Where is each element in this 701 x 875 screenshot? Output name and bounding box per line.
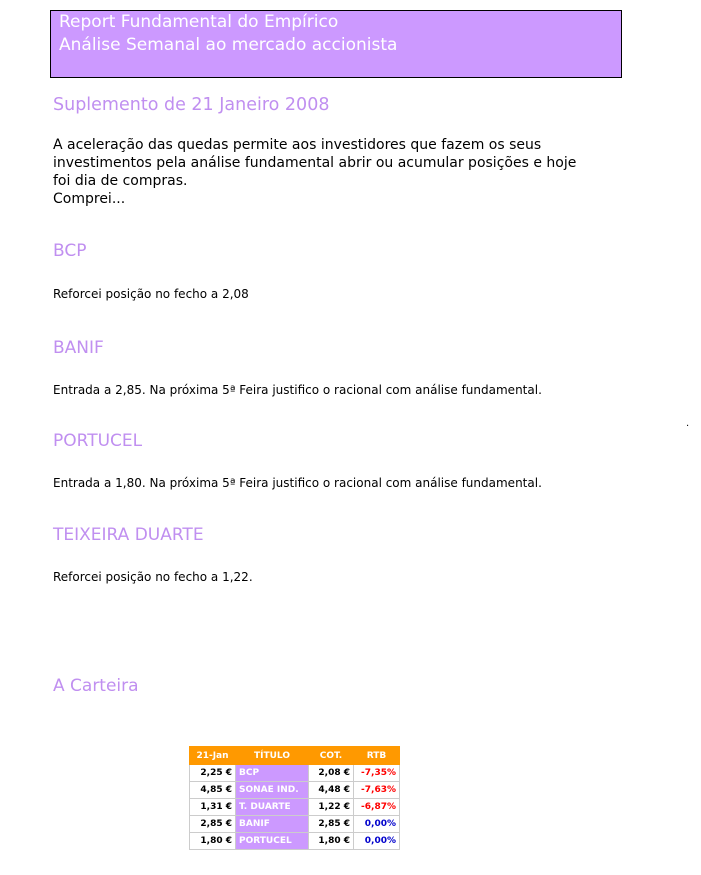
cell-entry-price: 1,80 € (190, 833, 236, 850)
report-title: Report Fundamental do Empírico (59, 12, 339, 32)
cell-current-price: 4,48 € (309, 782, 354, 799)
cell-stock-name: PORTUCEL (236, 833, 309, 850)
cell-entry-price: 2,25 € (190, 765, 236, 782)
stray-dot: . (686, 418, 690, 429)
cell-return: 0,00% (354, 833, 400, 850)
cell-return: -6,87% (354, 799, 400, 816)
cell-current-price: 1,80 € (309, 833, 354, 850)
cell-return: 0,00% (354, 816, 400, 833)
cell-entry-price: 1,31 € (190, 799, 236, 816)
intro-line: foi dia de compras. (53, 173, 188, 189)
intro-line: A aceleração das quedas permite aos investidores que fazem os seus (53, 137, 542, 153)
section-title-bcp: BCP (53, 241, 87, 261)
portfolio-table (189, 746, 400, 850)
table-row (190, 765, 400, 782)
cell-current-price: 2,08 € (309, 765, 354, 782)
cell-entry-price: 2,85 € (190, 816, 236, 833)
header-title: TÍTULO (236, 747, 309, 765)
table-row (190, 799, 400, 816)
section-text-teixeira-duarte: Reforcei posição no fecho a 1,22. (53, 570, 253, 584)
cell-stock-name: SONAE IND. (236, 782, 309, 799)
section-text-bcp: Reforcei posição no fecho a 2,08 (53, 287, 249, 301)
header-return: RTB (354, 747, 400, 765)
intro-paragraph (53, 136, 623, 208)
cell-stock-name: T. DUARTE (236, 799, 309, 816)
section-text-portucel: Entrada a 1,80. Na próxima 5ª Feira justifico o racional com análise fundamental. (53, 476, 542, 490)
cell-stock-name: BANIF (236, 816, 309, 833)
intro-line: Comprei... (53, 191, 126, 207)
report-header (50, 10, 622, 78)
section-title-teixeira-duarte: TEIXEIRA DUARTE (53, 525, 204, 545)
cell-entry-price: 4,85 € (190, 782, 236, 799)
cell-return: -7,35% (354, 765, 400, 782)
table-row (190, 816, 400, 833)
portfolio-header-row (190, 747, 400, 765)
table-row (190, 782, 400, 799)
supplement-title: Suplemento de 21 Janeiro 2008 (53, 95, 330, 115)
report-subtitle: Análise Semanal ao mercado accionista (59, 35, 398, 55)
header-date: 21-Jan (190, 747, 236, 765)
cell-current-price: 1,22 € (309, 799, 354, 816)
intro-line: investimentos pela análise fundamental abrir ou acumular posições e hoje (53, 155, 577, 171)
header-price: COT. (309, 747, 354, 765)
section-title-portucel: PORTUCEL (53, 431, 143, 451)
cell-return: -7,63% (354, 782, 400, 799)
cell-stock-name: BCP (236, 765, 309, 782)
section-text-banif: Entrada a 2,85. Na próxima 5ª Feira justifico o racional com análise fundamental. (53, 383, 542, 397)
section-title-banif: BANIF (53, 338, 104, 358)
table-row (190, 833, 400, 850)
cell-current-price: 2,85 € (309, 816, 354, 833)
portfolio-title: A Carteira (53, 676, 139, 696)
